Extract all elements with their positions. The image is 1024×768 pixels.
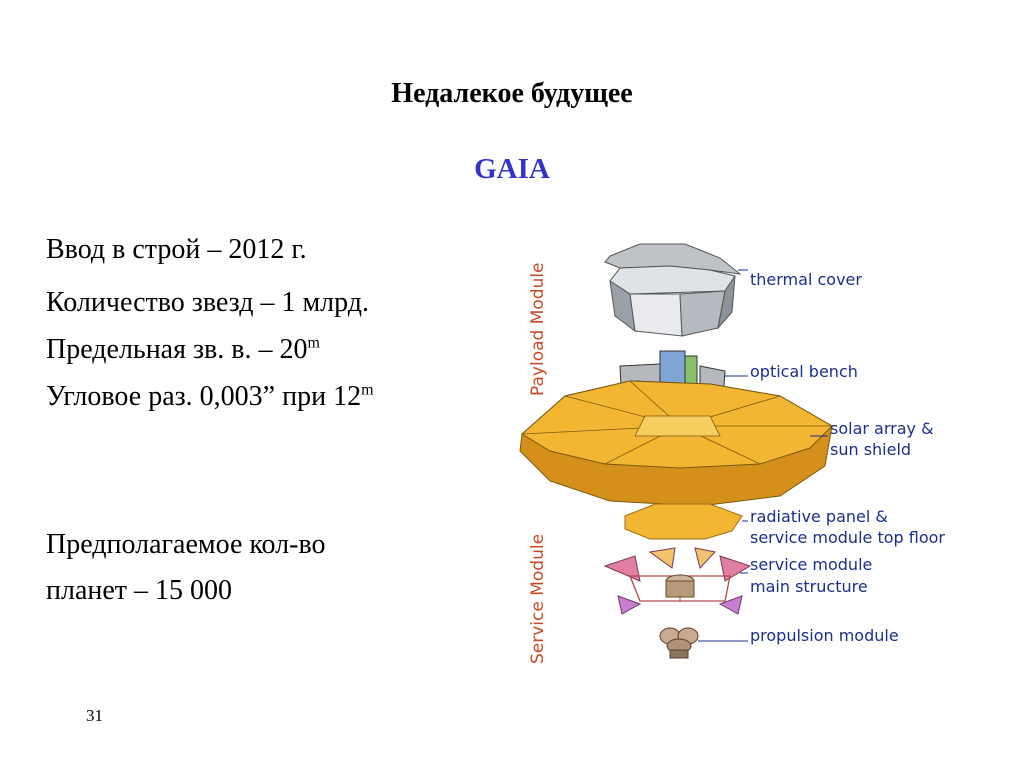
- callout-service-2: main structure: [750, 577, 868, 596]
- page-number: 31: [86, 706, 103, 725]
- service-module-shape: [605, 548, 750, 614]
- callout-service-1: service module: [750, 555, 873, 574]
- propulsion-module-shape: [660, 628, 698, 658]
- callout-propulsion: propulsion module: [750, 626, 899, 645]
- callout-radiative-1: radiative panel &: [750, 507, 888, 526]
- radiative-panel-shape: [625, 504, 742, 539]
- magnitude-superscript: m: [307, 334, 320, 352]
- thermal-cover-shape: [605, 244, 740, 336]
- gaia-exploded-diagram: [510, 236, 980, 666]
- slide-title: Недалекое будущее: [391, 78, 633, 109]
- fact-launch: Ввод в строй – 2012 г.: [46, 234, 307, 265]
- fact-star-count: Количество звезд – 1 млрд.: [46, 287, 370, 318]
- callout-thermal-cover: thermal cover: [750, 270, 862, 289]
- facts-list: [46, 226, 476, 420]
- fact-angular-resolution: Угловое раз. 0,003” при 12$^m$: [46, 381, 374, 412]
- magnitude-superscript: m: [361, 381, 374, 399]
- fact-limiting-magnitude: Предельная зв. в. – 20$^m$: [46, 334, 320, 365]
- planets-line-1: Предполагаемое кол-во: [46, 529, 326, 560]
- service-module-label: Service Module: [528, 533, 548, 664]
- planets-estimate: [46, 522, 476, 614]
- slide-subtitle: GAIA: [474, 153, 550, 185]
- callout-radiative-2: service module top floor: [750, 528, 945, 547]
- callout-solar-array-1: solar array &: [830, 419, 934, 438]
- payload-module-label: Payload Module: [528, 262, 548, 396]
- planets-line-2: планет – 15 000: [46, 575, 233, 606]
- sun-shield-shape: [520, 381, 832, 506]
- callout-optical-bench: optical bench: [750, 362, 858, 381]
- callout-solar-array-2: sun shield: [830, 440, 912, 459]
